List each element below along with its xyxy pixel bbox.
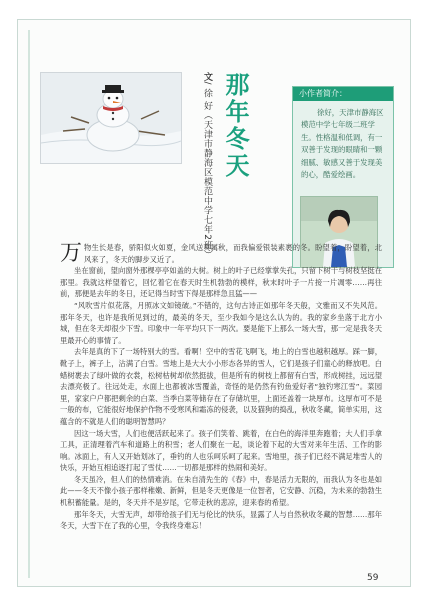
paragraph-3: “风吹雪片似花落，月照冰文如镜破。”不错的，这句古诗正如那年冬天般，文雅而又不失风范。那年冬天，也许是我所见到过的，最美的冬天，至少我如今是这么认为的。我的家乡坐落于北方小城，但在冬天却很少下雪。印象中一年平均只下一两次。要是能下上那么一场大雪，那一定是我冬天里最开心的事情了。 xyxy=(60,300,382,345)
title-part2: 冬天 xyxy=(221,126,250,180)
byline xyxy=(199,72,215,259)
snowman-photo xyxy=(40,72,182,164)
byline-label: 文 xyxy=(202,72,212,82)
paragraph-7: 那年冬天，大雪无声，却带给孩子们无与伦比的快乐，显露了人与自然秋收冬藏的智慧……那年冬天，大雪下在了我的心里，令我终身难忘！ xyxy=(60,509,382,531)
side-bar xyxy=(28,30,30,578)
author-intro-text: 徐好，天津市静海区模范中学七年级二班学生。性格温和低调，有一双善于发现的眼睛和一颗细腻、敏感又善于发现美的心，酷爱绘画。 xyxy=(301,108,384,180)
title-part1: 那年 xyxy=(221,72,250,126)
article-body xyxy=(60,242,382,532)
paragraph-4: 去年是真的下了一场特别大的雪。看啊！空中的雪花飞啊飞，地上的白雪也越积越厚。踩一脚，靴子上，裤子上，沾满了白雪。雪地上是大大小小形态各异的雪人，它们是孩子们童心的释放吧。白蜡树裹去了绿叶做的衣裳，松树枯树却依然挺拔，但是所有的树枝上都留有白雪，形成树挂，远远望去漂亮极了。往远处走，水面上也都被冰雪覆盖，奇怪的是仍然有钓鱼爱好者“独钓寒江雪”。菜园里，家家户户都把剩余的白菜、当季白菜等储存在了存储坑里，上面还盖着一块厚布。这厚布可不是一般的布，它能很好地保护作物不受寒风和霜冻的侵袭，以及猫狗的捣乱，秋收冬藏，简单实用，这蕴含的不就是人们的聪明智慧吗？ xyxy=(60,347,382,426)
snowman-illustration xyxy=(41,73,181,163)
byline-author: / 徐 好（天津市静海区模范中学七年2班） xyxy=(202,81,212,260)
drop-cap: 万 xyxy=(60,241,83,266)
page-number: 59 xyxy=(367,573,379,583)
author-intro-heading: 小作者简介： xyxy=(293,87,393,101)
paragraph-2: 坐在窗前，望向窗外那棵亭亭如盖的大树。树上的叶子已经掌掌失孔，只留下树干与树枝坚挺在那里。我就这样望着它，回忆着它在春天时生机勃勃的模样，秋末时叶子一片接一片凋零……再往前，那便是去年的冬日，还记得当时雪下得是那样急且猛—— xyxy=(60,266,382,299)
top-band xyxy=(0,0,427,16)
paragraph-6: 冬天虽冷，但人们的热情难消。在朱自清先生的《春》中，春是活力无限的，而我认为冬也是如此——冬天不像小孩子那样稚嫩、新鲜，但是冬天更像是一位智者，它安静、沉稳，为未来的勃勃生机积蓄能量。是的，冬天并不是岁尾，它带走秋的悲凉，迎来春的希望。 xyxy=(60,474,382,508)
paragraph-1-text: 物生长是春，骄阳似火如夏，金风送爽属秋，而我偏爱银装素裹的冬。盼望着，盼望着，北风来了，冬天的脚步又近了。 xyxy=(84,243,382,264)
paragraph-1 xyxy=(60,242,382,265)
paragraph-5: 因这一场大雪，人们也便活跃起来了。孩子们笑着、跳着，在白色的海洋里奔跑着；大人们手拿工具，正清理着汽车和道路上的积雪；老人们聚在一起，谈论着下起的大雪对来年生活、工作的影响。冰面上，有人又开始划冰了，垂钓的人也乐呵乐呵了起来。雪地里，孩子们已经不满足堆雪人的快乐，开始互相追逐打起了雪仗……一切都是那样的热闹和美好。 xyxy=(60,428,382,473)
article-title xyxy=(218,72,252,180)
